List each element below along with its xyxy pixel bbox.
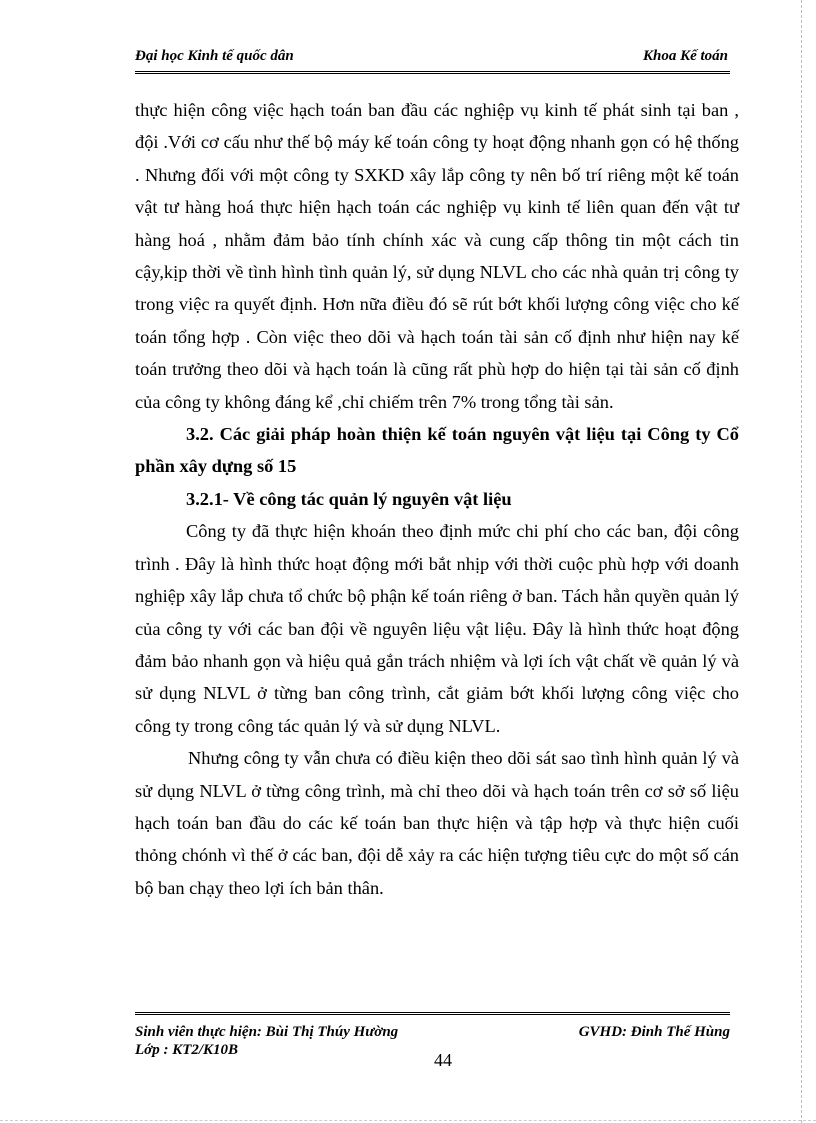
paragraph-2: Công ty đã thực hiện khoán theo định mức chi phí cho các ban, đội công trình . Đây là hình thức hoạt động mới bắt nhịp với thời cuộc phù hợp với doanh nghiệp xây lắp chưa tổ chức bộ phận kế toán riêng ở ban. Tách hẳn quyền quản lý của công ty với các ban đội về nguyên liệu vật liệu. Đây là hình thức hoạt động đảm bảo nhanh gọn và hiệu quả gắn trách nhiệm và lợi ích vật chất về quản lý và sử dụng NLVL ở từng ban công trình, cắt giảm bớt khối lượng công việc cho công ty trong công tác quản lý và sử dụng NLVL. (135, 521, 739, 736)
subsection-heading: 3.2.1- Về công tác quản lý nguyên vật liệu (186, 488, 512, 509)
header-university: Đại học Kinh tế quốc dân (135, 48, 294, 64)
footer-student: Sinh viên thực hiện: Bùi Thị Thúy Hường (135, 1024, 399, 1040)
footer-advisor: GVHD: Đinh Thế Hùng (578, 1024, 730, 1040)
paragraph-3: Nhưng công ty vẫn chưa có điều kiện theo dõi sát sao tình hình quản lý và sử dụng NLVL ở từng công trình, mà chỉ theo dõi và hạch toán trên cơ sở số liệu hạch toán ban đầu do các kế toán ban thực hiện và tập hợp và thực hiện cuối thỏng chónh vì thế ở các ban, đội dễ xảy ra các hiện tượng tiêu cực do một số cán bộ ban chạy theo lợi ích bản thân. (135, 748, 739, 898)
section-heading: 3.2. Các giải pháp hoàn thiện kế toán nguyên vật liệu tại Công ty Cổ phần xây dựng số 15 (135, 424, 739, 477)
document-body (135, 94, 739, 904)
page-number: 44 (434, 1050, 452, 1070)
page-edge-bottom (0, 1120, 816, 1121)
page-header (135, 46, 730, 74)
header-faculty: Khoa Kế toán (642, 48, 728, 64)
footer-class: Lớp : KT2/K10B (135, 1042, 239, 1058)
page-edge-right (801, 0, 803, 1123)
paragraph-1: thực hiện công việc hạch toán ban đầu các nghiệp vụ kinh tế phát sinh tại ban , đội .Với cơ cấu như thế bộ máy kế toán công ty hoạt động nhanh gọn có hệ thống . Nhưng đối với một công ty SXKD xây lắp công ty nên bố trí riêng một kế toán vật tư hàng hoá thực hiện hạch toán các nghiệp vụ kinh tế liên quan đến vật tư hàng hoá , nhằm đảm bảo tính chính xác và cung cấp thông tin một cách tin cậy,kịp thời về tình hình tình quản lý, sử dụng NLVL cho các nhà quản trị công ty trong việc ra quyết định. Hơn nữa điều đó sẽ rút bớt khối lượng công việc cho kế toán tổng hợp . Còn việc theo dõi và hạch toán tài sản cố định như hiện nay kế toán trưởng theo dõi và hạch toán là cũng rất phù hợp do hiện tại tài sản cố định của công ty không đáng kể ,chỉ chiếm trên 7% trong tổng tài sản. (135, 100, 739, 412)
